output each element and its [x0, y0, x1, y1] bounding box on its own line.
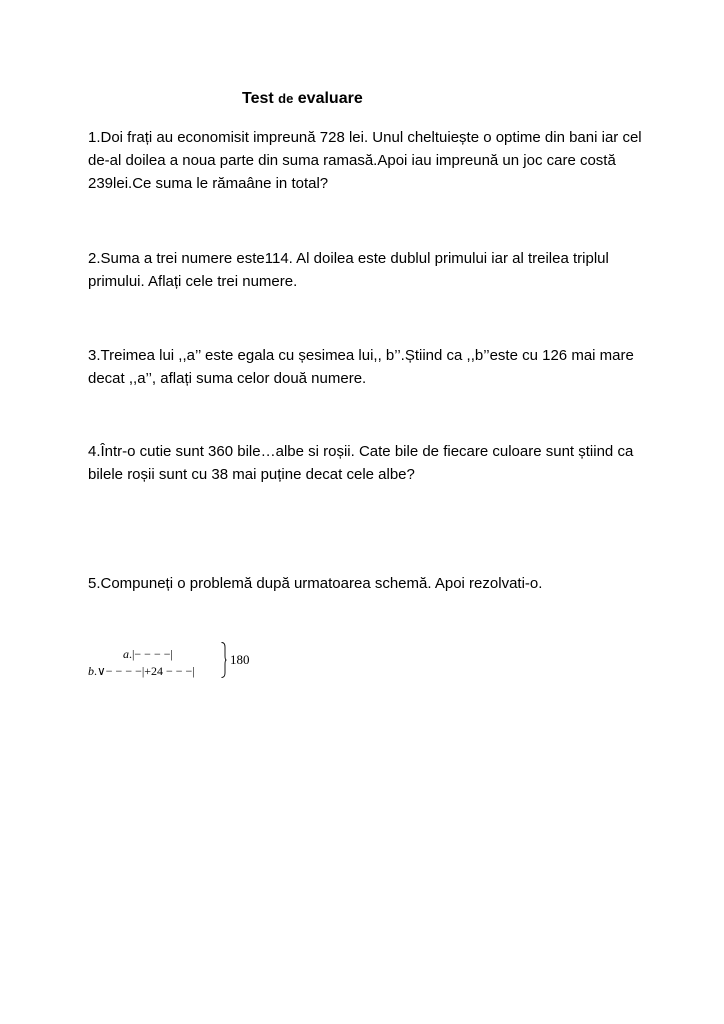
problem-4: 4.Într-o cutie sunt 360 bile…albe si roșii. Cate bile de fiecare culoare sunt știind ca bilele roșii sunt cu 38 mai puține decat cele albe? [88, 443, 634, 483]
schema-label-a: a [123, 647, 129, 661]
segment-schema [88, 640, 288, 690]
schema-label-b: b [88, 664, 94, 678]
title-word-evaluare: evaluare [293, 90, 363, 107]
title-word-test: Test [242, 90, 279, 107]
schema-row-b [88, 664, 195, 679]
schema-total: 180 [230, 652, 250, 667]
right-brace-icon [221, 642, 227, 678]
problem-3: 3.Treimea lui ,,a’’ este egala cu șesimea lui,, b’’.Știind ca ,,b’’este cu 126 mai mare decat ,,a’’, aflați suma celor două numere. [88, 347, 634, 387]
problem-1: 1.Doi frați au economisit impreună 728 lei. Unul cheltuiește o optime din bani iar cel de-al doilea a noua parte din suma ramasă.Apoi iau impreună un joc care costă 239lei.Ce suma le rămaâne in total? [88, 129, 642, 192]
problem-2: 2.Suma a trei numere este114. Al doilea este dublul primului iar al treilea triplul primului. Aflați cele trei numere. [88, 250, 609, 290]
schema-segments-a: .|− − − −| [129, 647, 173, 661]
problem-5: 5.Compuneți o problemă după urmatoarea schemă. Apoi rezolvati-o. [88, 575, 543, 592]
schema-row-a [123, 647, 173, 662]
document-title [242, 90, 363, 108]
schema-segments-b: .∨− − − −|+24 − − −| [94, 664, 195, 678]
title-word-de: de [278, 91, 294, 106]
